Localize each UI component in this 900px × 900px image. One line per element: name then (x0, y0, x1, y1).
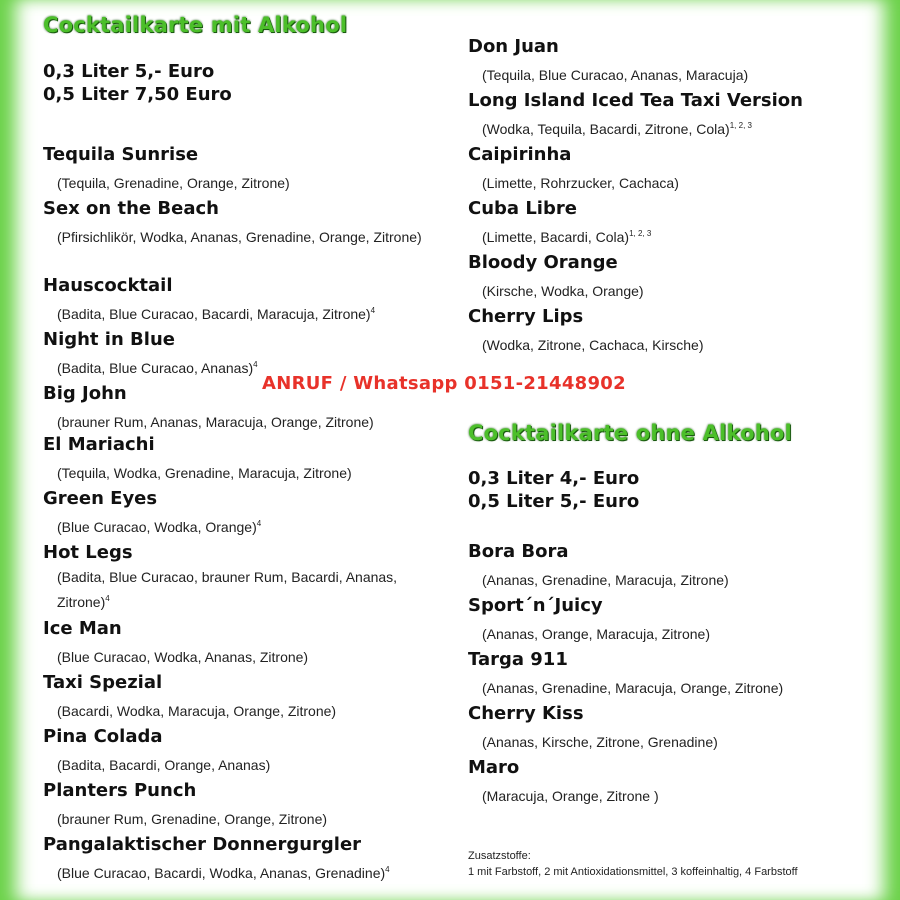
cocktail-ingredients: (Ananas, Grenadine, Maracuja, Zitrone) (482, 572, 729, 588)
cocktail-name: Big John (43, 383, 127, 404)
cocktail-ingredients: (Maracuja, Orange, Zitrone ) (482, 788, 659, 804)
menu-item (468, 36, 748, 86)
cocktail-name: Hauscocktail (43, 275, 173, 296)
cocktail-ingredients: (Blue Curacao, Wodka, Ananas, Zitrone) (57, 649, 309, 665)
cocktail-ingredients: (Limette, Bacardi, Cola)$^{1, 2, 3}$ (482, 229, 652, 245)
cocktail-ingredients: (Wodka, Zitrone, Cachaca, Kirsche) (482, 337, 704, 353)
cocktail-name: Tequila Sunrise (43, 144, 199, 165)
cocktail-ingredients: (Badita, Blue Curacao, Bacardi, Maracuja, Zitrone)$^4$ (57, 306, 376, 322)
menu-item (468, 703, 718, 753)
cocktail-ingredients: (Wodka, Tequila, Bacardi, Zitrone, Cola)$^{1, 2, 3}$ (482, 121, 752, 137)
menu-item (468, 144, 679, 194)
menu-item (468, 90, 803, 140)
cocktail-ingredients: (Badita, Blue Curacao, Ananas)$^4$ (57, 360, 258, 376)
cocktail-ingredients: (brauner Rum, Ananas, Maracuja, Orange, Zitrone) (57, 414, 374, 430)
cocktail-ingredients: (Badita, Blue Curacao, brauner Rum, Bacardi, Ananas, Zitrone)$^4$ (57, 569, 398, 610)
cocktail-ingredients: (Tequila, Blue Curacao, Ananas, Maracuja) (482, 67, 749, 83)
cocktail-name: Targa 911 (468, 649, 568, 670)
cocktail-name: El Mariachi (43, 434, 155, 455)
menu-item (43, 780, 327, 830)
menu-item (43, 329, 258, 379)
cocktail-name: Cherry Kiss (468, 703, 584, 724)
menu-item (468, 198, 651, 248)
cocktail-ingredients: (Tequila, Grenadine, Orange, Zitrone) (57, 175, 290, 191)
cocktail-name: Maro (468, 757, 520, 778)
menu-item (468, 306, 704, 356)
menu-item (43, 726, 270, 776)
contact-phone-banner: ANRUF / Whatsapp 0151-21448902 (262, 373, 626, 394)
menu-item (43, 672, 336, 722)
cocktail-name: Sport´n´Juicy (468, 595, 603, 616)
cocktail-ingredients: (brauner Rum, Grenadine, Orange, Zitrone) (57, 811, 328, 827)
cocktail-name: Ice Man (43, 618, 122, 639)
cocktail-name: Green Eyes (43, 488, 158, 509)
cocktail-ingredients: (Ananas, Orange, Maracuja, Zitrone) (482, 626, 710, 642)
cocktail-name: Night in Blue (43, 329, 175, 350)
cocktail-ingredients: (Blue Curacao, Bacardi, Wodka, Ananas, Grenadine)$^4$ (57, 865, 390, 881)
alcohol-price-large: 0,5 Liter 7,50 Euro (43, 84, 232, 105)
alcohol-section-title: Cocktailkarte mit Alkohol (43, 13, 348, 37)
cocktail-name: Sex on the Beach (43, 198, 219, 219)
additives-footnote (468, 848, 798, 880)
cocktail-name: Long Island Iced Tea Taxi Version (468, 90, 803, 111)
menu-item (468, 252, 644, 302)
menu-item (43, 144, 290, 194)
cocktail-ingredients: (Badita, Bacardi, Orange, Ananas) (57, 757, 271, 773)
menu-item (43, 542, 443, 613)
menu-item (43, 275, 375, 325)
cocktail-ingredients: (Limette, Rohrzucker, Cachaca) (482, 175, 679, 191)
cocktail-name: Hot Legs (43, 542, 133, 563)
cocktail-name: Caipirinha (468, 144, 572, 165)
cocktail-ingredients: (Tequila, Wodka, Grenadine, Maracuja, Zitrone) (57, 465, 352, 481)
cocktail-ingredients: (Blue Curacao, Wodka, Orange)$^4$ (57, 519, 262, 535)
cocktail-ingredients: (Ananas, Grenadine, Maracuja, Orange, Zitrone) (482, 680, 784, 696)
cocktail-name: Cherry Lips (468, 306, 584, 327)
menu-item (43, 488, 261, 538)
cocktail-ingredients: (Bacardi, Wodka, Maracuja, Orange, Zitrone) (57, 703, 337, 719)
non-alcohol-price-large: 0,5 Liter 5,- Euro (468, 491, 640, 512)
cocktail-name: Pangalaktischer Donnergurgler (43, 834, 362, 855)
cocktail-name: Taxi Spezial (43, 672, 163, 693)
cocktail-ingredients: (Pfirsichlikör, Wodka, Ananas, Grenadine, Orange, Zitrone) (57, 229, 422, 245)
menu-item (468, 757, 659, 807)
cocktail-name: Pina Colada (43, 726, 163, 747)
menu-item (43, 198, 423, 248)
menu-item (468, 595, 710, 645)
additives-title: Zusatzstoffe: (468, 850, 531, 862)
cocktail-name: Cuba Libre (468, 198, 577, 219)
cocktail-name: Don Juan (468, 36, 559, 57)
menu-item (468, 541, 729, 591)
menu-item (468, 649, 783, 699)
cocktail-name: Bloody Orange (468, 252, 618, 273)
additives-text: 1 mit Farbstoff, 2 mit Antioxidationsmittel, 3 koffeinhaltig, 4 Farbstoff (468, 866, 798, 878)
cocktail-name: Bora Bora (468, 541, 569, 562)
non-alcohol-price-small: 0,3 Liter 4,- Euro (468, 468, 640, 489)
menu-item (43, 434, 352, 484)
menu-item (43, 618, 308, 668)
non-alcohol-section-title: Cocktailkarte ohne Alkohol (468, 421, 792, 445)
menu-item (43, 834, 390, 884)
alcohol-price-small: 0,3 Liter 5,- Euro (43, 61, 215, 82)
cocktail-ingredients: (Ananas, Kirsche, Zitrone, Grenadine) (482, 734, 718, 750)
cocktail-ingredients: (Kirsche, Wodka, Orange) (482, 283, 644, 299)
cocktail-name: Planters Punch (43, 780, 197, 801)
